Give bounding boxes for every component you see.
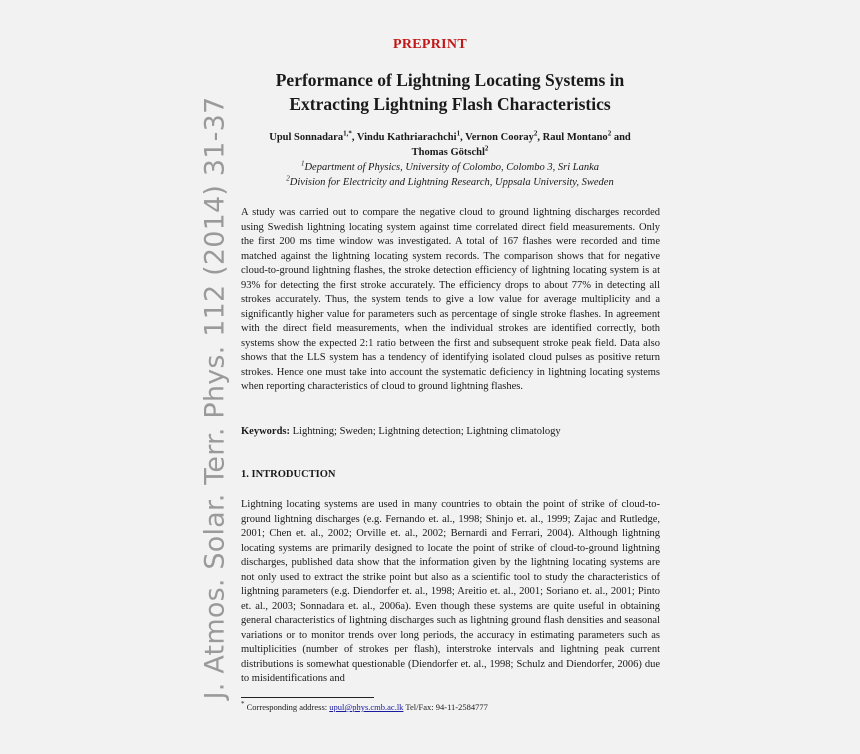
affiliation-2: $^2$Division for Electricity and Lightning Research, Uppsala University, Sweden bbox=[286, 174, 614, 188]
footnote-phone: Tel/Fax: 94-11-2584777 bbox=[405, 702, 488, 712]
footnote: * Corresponding address: upul@phys.cmb.ac.lk Tel/Fax: 94-11-2584777 bbox=[241, 700, 488, 712]
paper-title bbox=[180, 68, 720, 116]
section-heading-introduction: 1. INTRODUCTION bbox=[241, 469, 336, 480]
author: Upul Sonnadara$^{1,*}$, bbox=[269, 129, 357, 143]
keywords-label: Keywords: bbox=[241, 426, 290, 437]
author-list bbox=[240, 130, 660, 160]
keywords bbox=[241, 425, 660, 439]
preprint-label: PREPRINT bbox=[393, 37, 467, 52]
journal-reference-sidebar bbox=[195, 96, 235, 700]
author: Vernon Cooray$^2$, bbox=[465, 129, 543, 143]
abstract: A study was carried out to compare the negative cloud to ground lightning discharges recorded using Swedish lightning locating system against time correlated direct field measurements. Only the first 200 ms time window was investigated. A total of 167 flashes were recorded and time matched against the lightning locating system records. The comparison shows that for negative cloud-to-ground lightning flashes, the stroke detection efficiency of lightning locating system is at 93% for detecting the first stroke accurately. The efficiency drops to about 77% in detecting all strokes accurately. Thus, the system tends to give a low value for average multiplicity and a significantly higher value for parameters such as percentage of single stroke flashes. In agreement with the direct field measurements, when the individual strokes are identified correctly, both systems show the expected 2:1 ratio between the first and subsequent stroke peak field. Data also shows that the LLS system has a tendency of identifying isolated cloud pulses as positive return strokes. Hence one must take into account the systematic deficiency in lightning locating systems when reporting characteristics of cloud to ground lightning flashes. bbox=[241, 207, 660, 392]
introduction-paragraph: Lightning locating systems are used in many countries to obtain the point of strike of cloud-to-ground lightning discharges (e.g. Fernando et. al., 1998; Shinjo et. al., 1999; Zajac and Rutledge, 2001; Chen et. al., 2002; Orville et. al., 2002; Bernardi and Ferrari, 2004). Although lightning locating systems are primarily designed to locate the point of strike of cloud-to-ground lightning discharges, published data show that the information given by the lightning locating systems are not only used to extract the strike point but also as a scientific tool to study the characteristics of lightning parameters (e.g. Diendorfer et. al., 1998; Areitio et. al., 2001; Soriano et. al., 2001; Pinto et. al., 2003; Sonnadara et. al., 2006a). Even though these systems are quite useful in obtaining general characteristics of lightning discharges such as lightning ground flash densities and seasonal variations or to monitor trends over long periods, the accuracy in estimating parameters such as multiplicities (number of strokes per flash), interstroke intervals and lightning peak current distributions is somewhat questionable (Diendorfer et. al., 1998; Schulz and Diendorfer, 2006) due to misidentifications and bbox=[241, 499, 660, 684]
footnote-divider bbox=[241, 697, 374, 698]
author: Vindu Kathriarachchi$^1$, bbox=[356, 129, 466, 143]
journal-reference: J. Atmos. Solar. Terr. Phys. 112 (2014) 31-37 bbox=[199, 96, 231, 700]
footnote-label: Corresponding address: bbox=[246, 702, 328, 712]
author: Raul Montano$^2$ and bbox=[542, 129, 631, 143]
affiliation-1: $^1$Department of Physics, University of Colombo, Colombo 3, Sri Lanka bbox=[300, 159, 600, 173]
title-line-1: Performance of Lightning Locating Systems in bbox=[275, 70, 625, 90]
title-line-2: Extracting Lightning Flash Characteristics bbox=[289, 94, 611, 114]
author: Thomas Götschl$^2$ bbox=[411, 144, 489, 158]
keywords-text: Lightning; Sweden; Lightning detection; Lightning climatology bbox=[292, 426, 561, 437]
email-link[interactable]: upul@phys.cmb.ac.lk bbox=[329, 702, 404, 712]
